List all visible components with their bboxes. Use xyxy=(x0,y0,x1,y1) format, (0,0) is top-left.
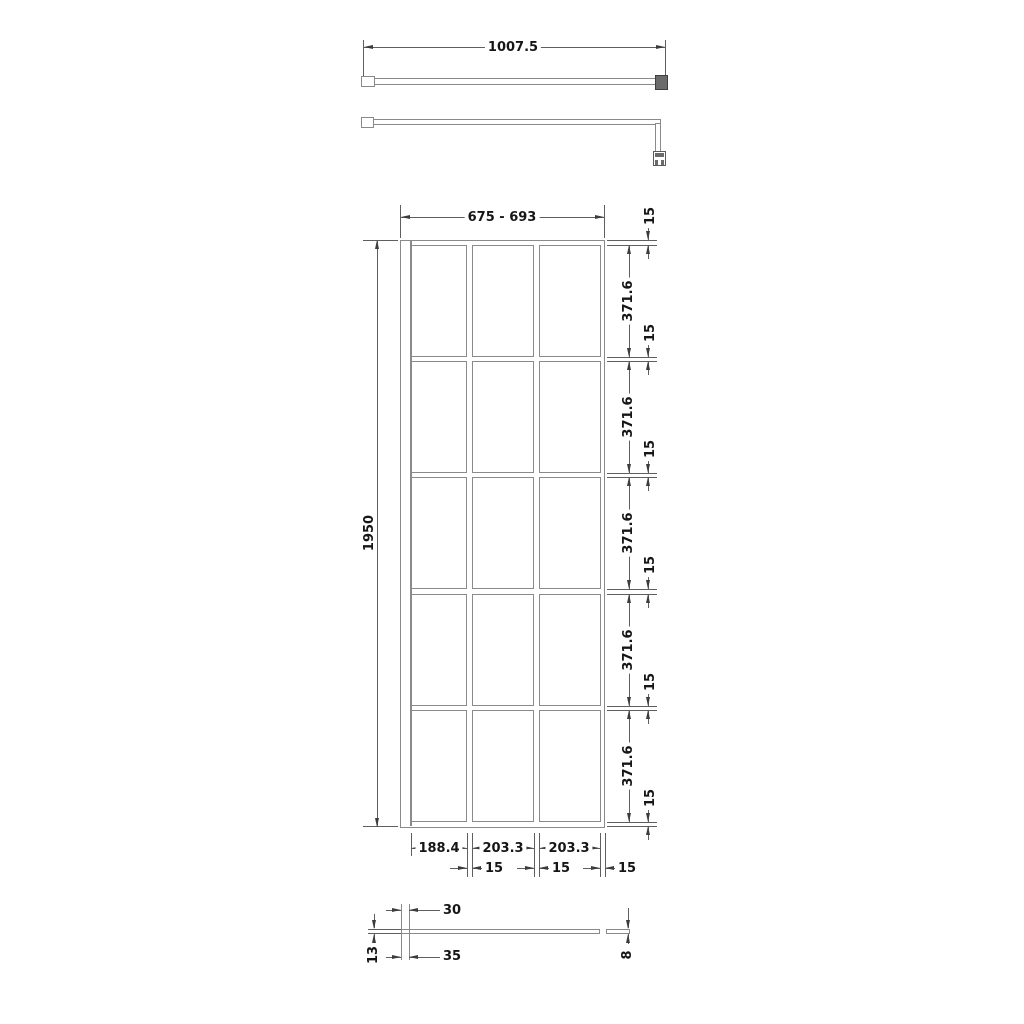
arrowhead-left xyxy=(605,866,614,870)
arrowhead-down xyxy=(646,697,650,706)
wall-profile-line xyxy=(410,241,412,826)
dim-label-mullion-width: 15 xyxy=(549,862,573,876)
arrowhead-right xyxy=(392,908,401,912)
arrowhead-down xyxy=(372,920,376,929)
wall-profile-edge xyxy=(401,904,402,960)
glass-clamp-leg xyxy=(661,160,664,165)
glass-pane xyxy=(472,710,534,822)
arrowhead-up xyxy=(646,361,650,370)
wall-profile-edge xyxy=(409,904,410,960)
arrowhead-down xyxy=(646,580,650,589)
glass-pane xyxy=(472,361,534,473)
arrowhead-up xyxy=(626,934,630,943)
glass-panel-plan xyxy=(401,929,600,934)
extension-line xyxy=(368,929,401,930)
support-bar-arm xyxy=(373,119,661,125)
arrowhead-down xyxy=(646,348,650,357)
dim-label-pane-width: 203.3 xyxy=(545,842,592,856)
arrowhead-left xyxy=(539,866,548,870)
arrowhead-up xyxy=(646,245,650,254)
arrowhead-left xyxy=(401,215,410,219)
arrowhead-up xyxy=(646,477,650,486)
arrowhead-right xyxy=(525,866,534,870)
arrowhead-down xyxy=(646,464,650,473)
dim-label-frame-bar: 15 xyxy=(644,670,658,694)
arrowhead-right xyxy=(458,866,467,870)
support-bar-drop xyxy=(655,123,661,153)
arrowhead-up xyxy=(627,361,631,370)
extension-line xyxy=(607,589,657,590)
arrowhead-down xyxy=(646,813,650,822)
dim-label-mullion-width: 15 xyxy=(615,862,639,876)
arrowhead-down xyxy=(375,818,379,827)
arrowhead-down xyxy=(627,580,631,589)
arrowhead-up xyxy=(627,710,631,719)
dim-label-profile-bottom-width: 35 xyxy=(440,950,464,964)
arrowhead-up xyxy=(646,594,650,603)
dim-label-pane-height: 371.6 xyxy=(622,626,636,673)
arrowhead-down xyxy=(626,920,630,929)
arrowhead-up xyxy=(627,477,631,486)
glass-pane xyxy=(539,361,601,473)
glass-pane xyxy=(411,594,467,706)
glass-pane xyxy=(472,477,534,589)
dim-label-overall-width: 675 - 693 xyxy=(465,211,540,225)
dim-label-pane-height: 371.6 xyxy=(622,509,636,556)
arrowhead-down xyxy=(627,348,631,357)
dim-label-pane-height: 371.6 xyxy=(622,277,636,324)
extension-line xyxy=(600,833,601,877)
glass-clamp-band xyxy=(655,153,664,157)
arrowhead-up xyxy=(646,826,650,835)
extension-line xyxy=(411,833,412,856)
extension-line xyxy=(607,706,657,707)
arrowhead-down xyxy=(627,813,631,822)
arrowhead-up xyxy=(627,245,631,254)
glass-pane xyxy=(539,710,601,822)
dim-label-overall-height: 1950 xyxy=(363,512,377,554)
dim-label-pane-height: 371.6 xyxy=(622,393,636,440)
extension-line xyxy=(607,473,657,474)
dimension-line xyxy=(377,240,378,827)
dim-label-pane-width: 188.4 xyxy=(415,842,462,856)
dim-label-frame-bar: 15 xyxy=(644,786,658,810)
arrowhead-left xyxy=(409,908,418,912)
arrowhead-right xyxy=(595,215,604,219)
extension-line xyxy=(467,833,468,877)
glass-clamp-end xyxy=(655,75,668,90)
dim-label-glass-thickness: 8 xyxy=(621,947,635,962)
glass-pane xyxy=(411,245,467,357)
dim-label-frame-bar: 15 xyxy=(644,437,658,461)
dim-label-frame-bar: 15 xyxy=(644,553,658,577)
extension-line xyxy=(363,826,398,827)
arrowhead-down xyxy=(646,231,650,240)
arrowhead-right xyxy=(591,866,600,870)
arrowhead-up xyxy=(375,240,379,249)
extension-line xyxy=(607,240,657,241)
glass-pane xyxy=(411,361,467,473)
extension-line xyxy=(534,833,535,877)
wall-bracket xyxy=(361,76,375,87)
glass-pane xyxy=(472,594,534,706)
dim-label-profile-depth: 13 xyxy=(367,943,381,967)
dim-label-pane-height: 371.6 xyxy=(622,742,636,789)
extension-line xyxy=(400,205,401,238)
extension-line xyxy=(539,833,540,877)
arrowhead-down xyxy=(627,697,631,706)
arrowhead-left xyxy=(472,866,481,870)
extension-line xyxy=(605,833,606,877)
glass-pane xyxy=(539,477,601,589)
dim-label-bar-length: 1007.5 xyxy=(485,41,541,55)
extension-line xyxy=(607,357,657,358)
arrowhead-left xyxy=(409,955,418,959)
glass-pane xyxy=(411,477,467,589)
glass-pane xyxy=(539,245,601,357)
glass-clamp-leg xyxy=(655,160,658,165)
glass-pane xyxy=(472,245,534,357)
dim-label-profile-top-width: 30 xyxy=(440,904,464,918)
arrowhead-right xyxy=(656,45,665,49)
dim-label-frame-bar: 15 xyxy=(644,321,658,345)
glass-pane xyxy=(539,594,601,706)
arrowhead-up xyxy=(372,934,376,943)
arrowhead-right xyxy=(392,955,401,959)
extension-line xyxy=(472,833,473,877)
support-bar xyxy=(372,78,658,85)
dim-label-frame-bar: 15 xyxy=(644,204,658,228)
arrowhead-down xyxy=(627,464,631,473)
dim-label-pane-width: 203.3 xyxy=(479,842,526,856)
arrowhead-up xyxy=(646,710,650,719)
extension-line xyxy=(604,205,605,238)
dim-label-mullion-width: 15 xyxy=(482,862,506,876)
arrowhead-left xyxy=(364,45,373,49)
extension-line xyxy=(665,40,666,76)
extension-line xyxy=(607,822,657,823)
arrowhead-up xyxy=(627,594,631,603)
extension-line xyxy=(363,240,398,241)
glass-pane xyxy=(411,710,467,822)
